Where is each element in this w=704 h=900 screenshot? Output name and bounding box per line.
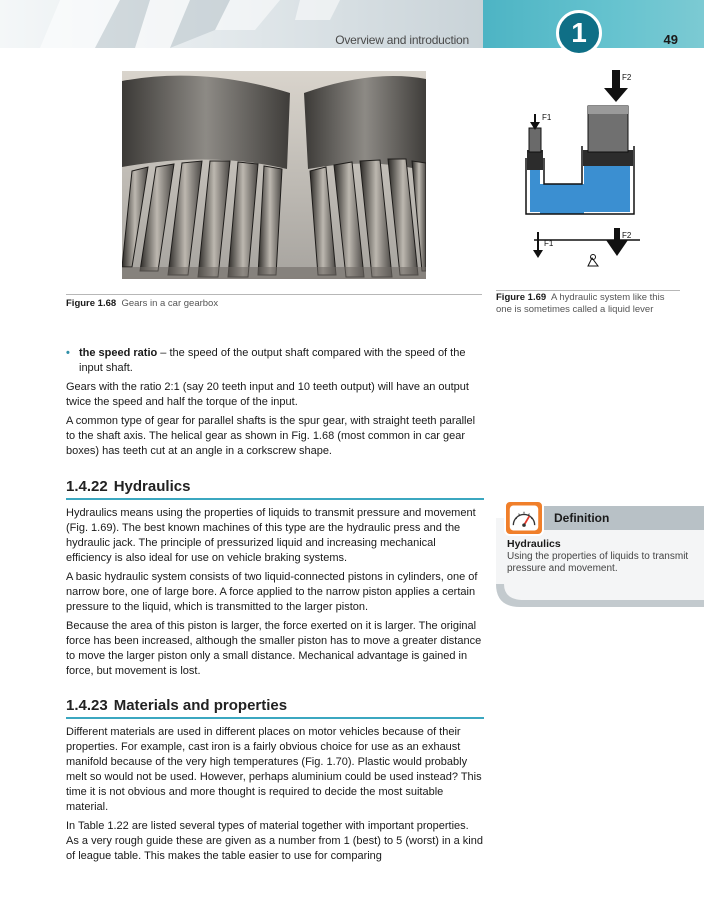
figure-168-label: Figure 1.68 [66, 298, 117, 309]
section-title: Hydraulics [113, 478, 191, 495]
definition-box [496, 500, 704, 607]
section-heading-hydraulics [66, 478, 484, 500]
section-title: Materials and properties [113, 697, 288, 714]
figure-169-rule [496, 290, 680, 291]
running-header-title: Overview and introduction [335, 33, 469, 47]
lever-f1-label: F1 [544, 239, 554, 248]
paragraph: In Table 1.22 are listed several types of material together with important properties. As a very rough guide these are given as a number from 1 (best) to 5 (worst) in a kind of league table. This makes the table easier to use for comparing [66, 820, 483, 862]
definition-text: Using the properties of liquids to transmit pressure and movement. [507, 551, 689, 574]
gauge-icon [504, 500, 544, 536]
paragraph: A common type of gear for parallel shafts is the spur gear, with straight teeth parallel to the shaft axis. The helical gear as shown in Fig. 1.68 (most common in car gear boxes) has teeth cut at an angle in a corkscrew shape. [66, 415, 476, 457]
f2-label: F2 [622, 73, 632, 82]
figure-168-caption [66, 298, 476, 310]
intro-text-block [66, 346, 484, 463]
figure-168-rule [66, 294, 482, 295]
f1-label: F1 [542, 113, 552, 122]
hydraulic-diagram [520, 66, 648, 272]
gearbox-photo [122, 71, 426, 279]
hydraulics-text-block [66, 506, 484, 683]
paragraph: Gears with the ratio 2:1 (say 20 teeth input and 10 teeth output) will have an output twice the speed and half the torque of the input. [66, 381, 469, 408]
section-number: 1.4.22 [66, 478, 108, 495]
paragraph: Different materials are used in different places on motor vehicles because of their properties. For example, cast iron is a fairly obvious choice for use as an exhaust manifold because of the very high temperatures (Fig. 1.70). Plastic would probably melt so would not be used. However, perhaps aluminium could be used instead? This time it is not obvious and more thought is required to decide the most suitable material. [66, 726, 482, 813]
figure-169-label: Figure 1.69 [496, 292, 547, 303]
section-number: 1.4.23 [66, 697, 108, 714]
chapter-badge: 1 [556, 10, 602, 56]
definition-heading: Definition [542, 506, 704, 530]
speed-ratio-bullet [66, 346, 484, 376]
paragraph: Hydraulics means using the properties of liquids to transmit pressure and movement (Fig. 1.69). The best known machines of this type are the hydraulic press and the hydraulic jack. The principle of pressurized liquid and increasing mechanical efficiency is also ideal for use on vehicle braking systems. [66, 507, 476, 564]
lever-f2-label: F2 [622, 231, 632, 240]
section-heading-materials [66, 697, 484, 719]
header-band [0, 0, 483, 48]
page-number: 49 [663, 32, 678, 47]
paragraph: A basic hydraulic system consists of two liquid-connected pistons in cylinders, one of narrow bore, one of large bore. A force applied to the narrow piston applies a certain pressure to the liquid, which is transmitted to the larger piston. [66, 571, 478, 613]
bullet-term: the speed ratio [79, 347, 158, 359]
definition-term: Hydraulics [507, 538, 561, 550]
bullet-icon: • [66, 347, 70, 359]
figure-169-caption-text: A hydraulic system like this one is sometimes called a liquid lever [496, 292, 665, 315]
bullet-text: – the speed of the output shaft compared with the speed of the input shaft. [79, 347, 466, 374]
figure-169-caption [496, 292, 682, 316]
materials-text-block [66, 725, 484, 868]
paragraph: Because the area of this piston is larger, the force exerted on it is larger. The original force has been increased, although the smaller piston has to move a greater distance to move the larger piston only a small distance. Mechanical advantage is gained in force, but movement is lost. [66, 620, 482, 677]
figure-168-caption-text: Gears in a car gearbox [121, 298, 219, 309]
